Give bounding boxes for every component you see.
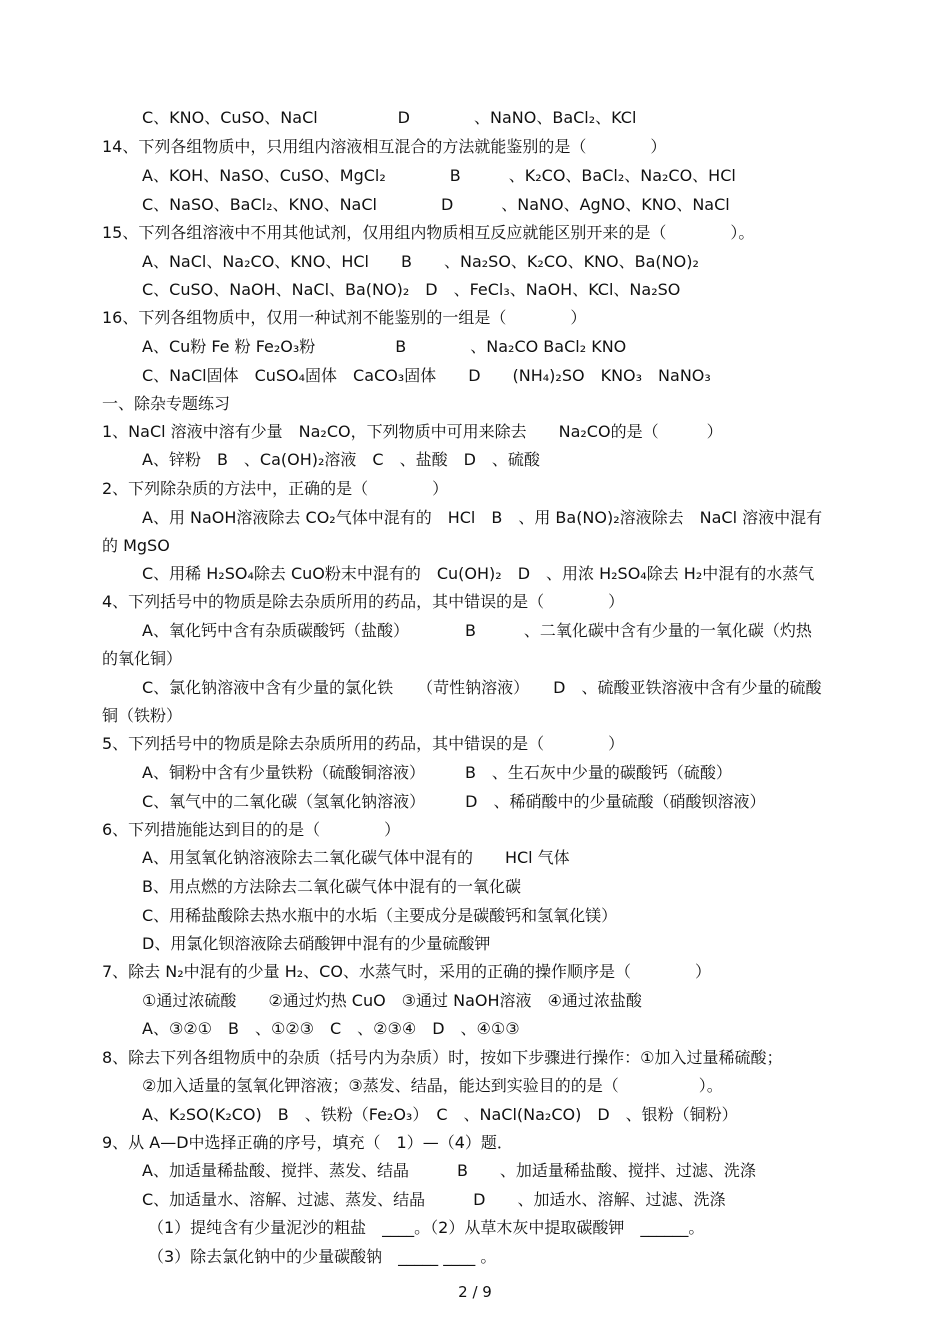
text-line: A、用氢氧化钠溶液除去二氧化碳气体中混有的 HCl 气体 xyxy=(142,848,570,867)
text-line: 1、NaCl 溶液中溶有少量 Na₂CO，下列物质中可用来除去 Na₂CO的是（ ） xyxy=(102,422,723,441)
text-line: 2、下列除杂质的方法中，正确的是（ ） xyxy=(102,479,449,498)
text-line: A、锌粉 B 、Ca(OH)₂溶液 C 、盐酸 D 、硫酸 xyxy=(142,450,540,469)
text-line: （1）提纯含有少量泥沙的粗盐 ____。（2）从草木灰中提取碳酸钾 ______。 xyxy=(148,1218,705,1237)
text-line: C、用稀 H₂SO₄除去 CuO粉末中混有的 Cu(OH)₂ D 、用浓 H₂SO₄除去 H₂中混有的水蒸气 xyxy=(142,564,815,583)
text-line: 4、下列括号中的物质是除去杂质所用的药品，其中错误的是（ ） xyxy=(102,592,625,611)
text-line: B、用点燃的方法除去二氧化碳气体中混有的一氧化碳 xyxy=(142,877,521,896)
text-line: C、加适量水、溶解、过滤、蒸发、结晶 D 、加适水、溶解、过滤、洗涤 xyxy=(142,1190,726,1209)
text-line: C、氯化钠溶液中含有少量的氯化铁 （苛性钠溶液） D 、硫酸亚铁溶液中含有少量的硫酸 xyxy=(142,678,822,697)
text-line: 8、除去下列各组物质中的杂质（括号内为杂质）时，按如下步骤进行操作：①加入过量稀硫酸； xyxy=(102,1048,783,1067)
text-line: ①通过浓硫酸 ②通过灼热 CuO ③通过 NaOH溶液 ④通过浓盐酸 xyxy=(142,991,642,1010)
text-line: 6、下列措施能达到目的的是（ ） xyxy=(102,820,401,839)
text-line: C、NaCl固体 CuSO₄固体 CaCO₃固体 D (NH₄)₂SO KNO₃ NaNO₃ xyxy=(142,366,711,385)
text-line: C、NaSO、BaCl₂、KNO、NaCl D 、NaNO、AgNO、KNO、NaCl xyxy=(142,195,730,214)
text-line: C、KNO、CuSO、NaCl D 、NaNO、BaCl₂、KCl xyxy=(142,108,637,127)
text-line: 5、下列括号中的物质是除去杂质所用的药品，其中错误的是（ ） xyxy=(102,734,625,753)
text-line: 的 MgSO xyxy=(102,536,170,555)
text-line: 的氧化铜） xyxy=(102,649,183,668)
text-line: D、用氯化钡溶液除去硝酸钾中混有的少量硫酸钾 xyxy=(142,934,491,953)
text-line: A、用 NaOH溶液除去 CO₂气体中混有的 HCl B 、用 Ba(NO)₂溶液除去 NaCl 溶液中混有 xyxy=(142,508,823,527)
text-line: C、用稀盐酸除去热水瓶中的水垢（主要成分是碳酸钙和氢氧化镁） xyxy=(142,906,618,925)
text-line: （3）除去氯化钠中的少量碳酸钠 _____ ____ 。 xyxy=(148,1247,497,1266)
text-line: A、Cu粉 Fe 粉 Fe₂O₃粉 B 、Na₂CO BaCl₂ KNO xyxy=(142,337,627,356)
text-line: A、加适量稀盐酸、搅拌、蒸发、结晶 B 、加适量稀盐酸、搅拌、过滤、洗涤 xyxy=(142,1161,756,1180)
text-line: 7、除去 N₂中混有的少量 H₂、CO、水蒸气时，采用的正确的操作顺序是（ ） xyxy=(102,962,711,981)
text-line: ②加入适量的氢氧化钾溶液；③蒸发、结晶，能达到实验目的的是（ ）。 xyxy=(142,1076,723,1095)
text-line: 16、下列各组物质中，仅用一种试剂不能鉴别的一组是（ ） xyxy=(102,308,587,327)
text-line: C、氧气中的二氧化碳（氢氧化钠溶液） D 、稀硝酸中的少量硫酸（硝酸钡溶液） xyxy=(142,792,766,811)
text-line: 铜（铁粉） xyxy=(102,706,183,725)
text-line: A、KOH、NaSO、CuSO、MgCl₂ B 、K₂CO、BaCl₂、Na₂CO、HCl xyxy=(142,166,736,185)
text-line: 15、下列各组溶液中不用其他试剂，仅用组内物质相互反应就能区别开来的是（ ）。 xyxy=(102,223,755,242)
text-line: A、NaCl、Na₂CO、KNO、HCl B 、Na₂SO、K₂CO、KNO、Ba(NO)₂ xyxy=(142,252,699,271)
text-line: C、CuSO、NaOH、NaCl、Ba(NO)₂ D 、FeCl₃、NaOH、KCl、Na₂SO xyxy=(142,280,681,299)
text-line: 9、从 A—D中选择正确的序号，填充（ 1）—（4）题． xyxy=(102,1133,513,1152)
section-heading: 一、除杂专题练习 xyxy=(102,394,231,413)
text-line: A、铜粉中含有少量铁粉（硫酸铜溶液） B 、生石灰中少量的碳酸钙（硫酸） xyxy=(142,763,732,782)
page-number: 2 / 9 xyxy=(458,1283,492,1301)
text-line: A、氧化钙中含有杂质碳酸钙（盐酸） B 、二氧化碳中含有少量的一氧化碳（灼热 xyxy=(142,621,812,640)
text-line: A、③②① B 、①②③ C 、②③④ D 、④①③ xyxy=(142,1019,520,1038)
text-line: A、K₂SO(K₂CO) B 、铁粉（Fe₂O₃） C 、NaCl(Na₂CO) D 、银粉（铜粉） xyxy=(142,1105,738,1124)
text-line: 14、下列各组物质中，只用组内溶液相互混合的方法就能鉴别的是（ ） xyxy=(102,137,667,156)
